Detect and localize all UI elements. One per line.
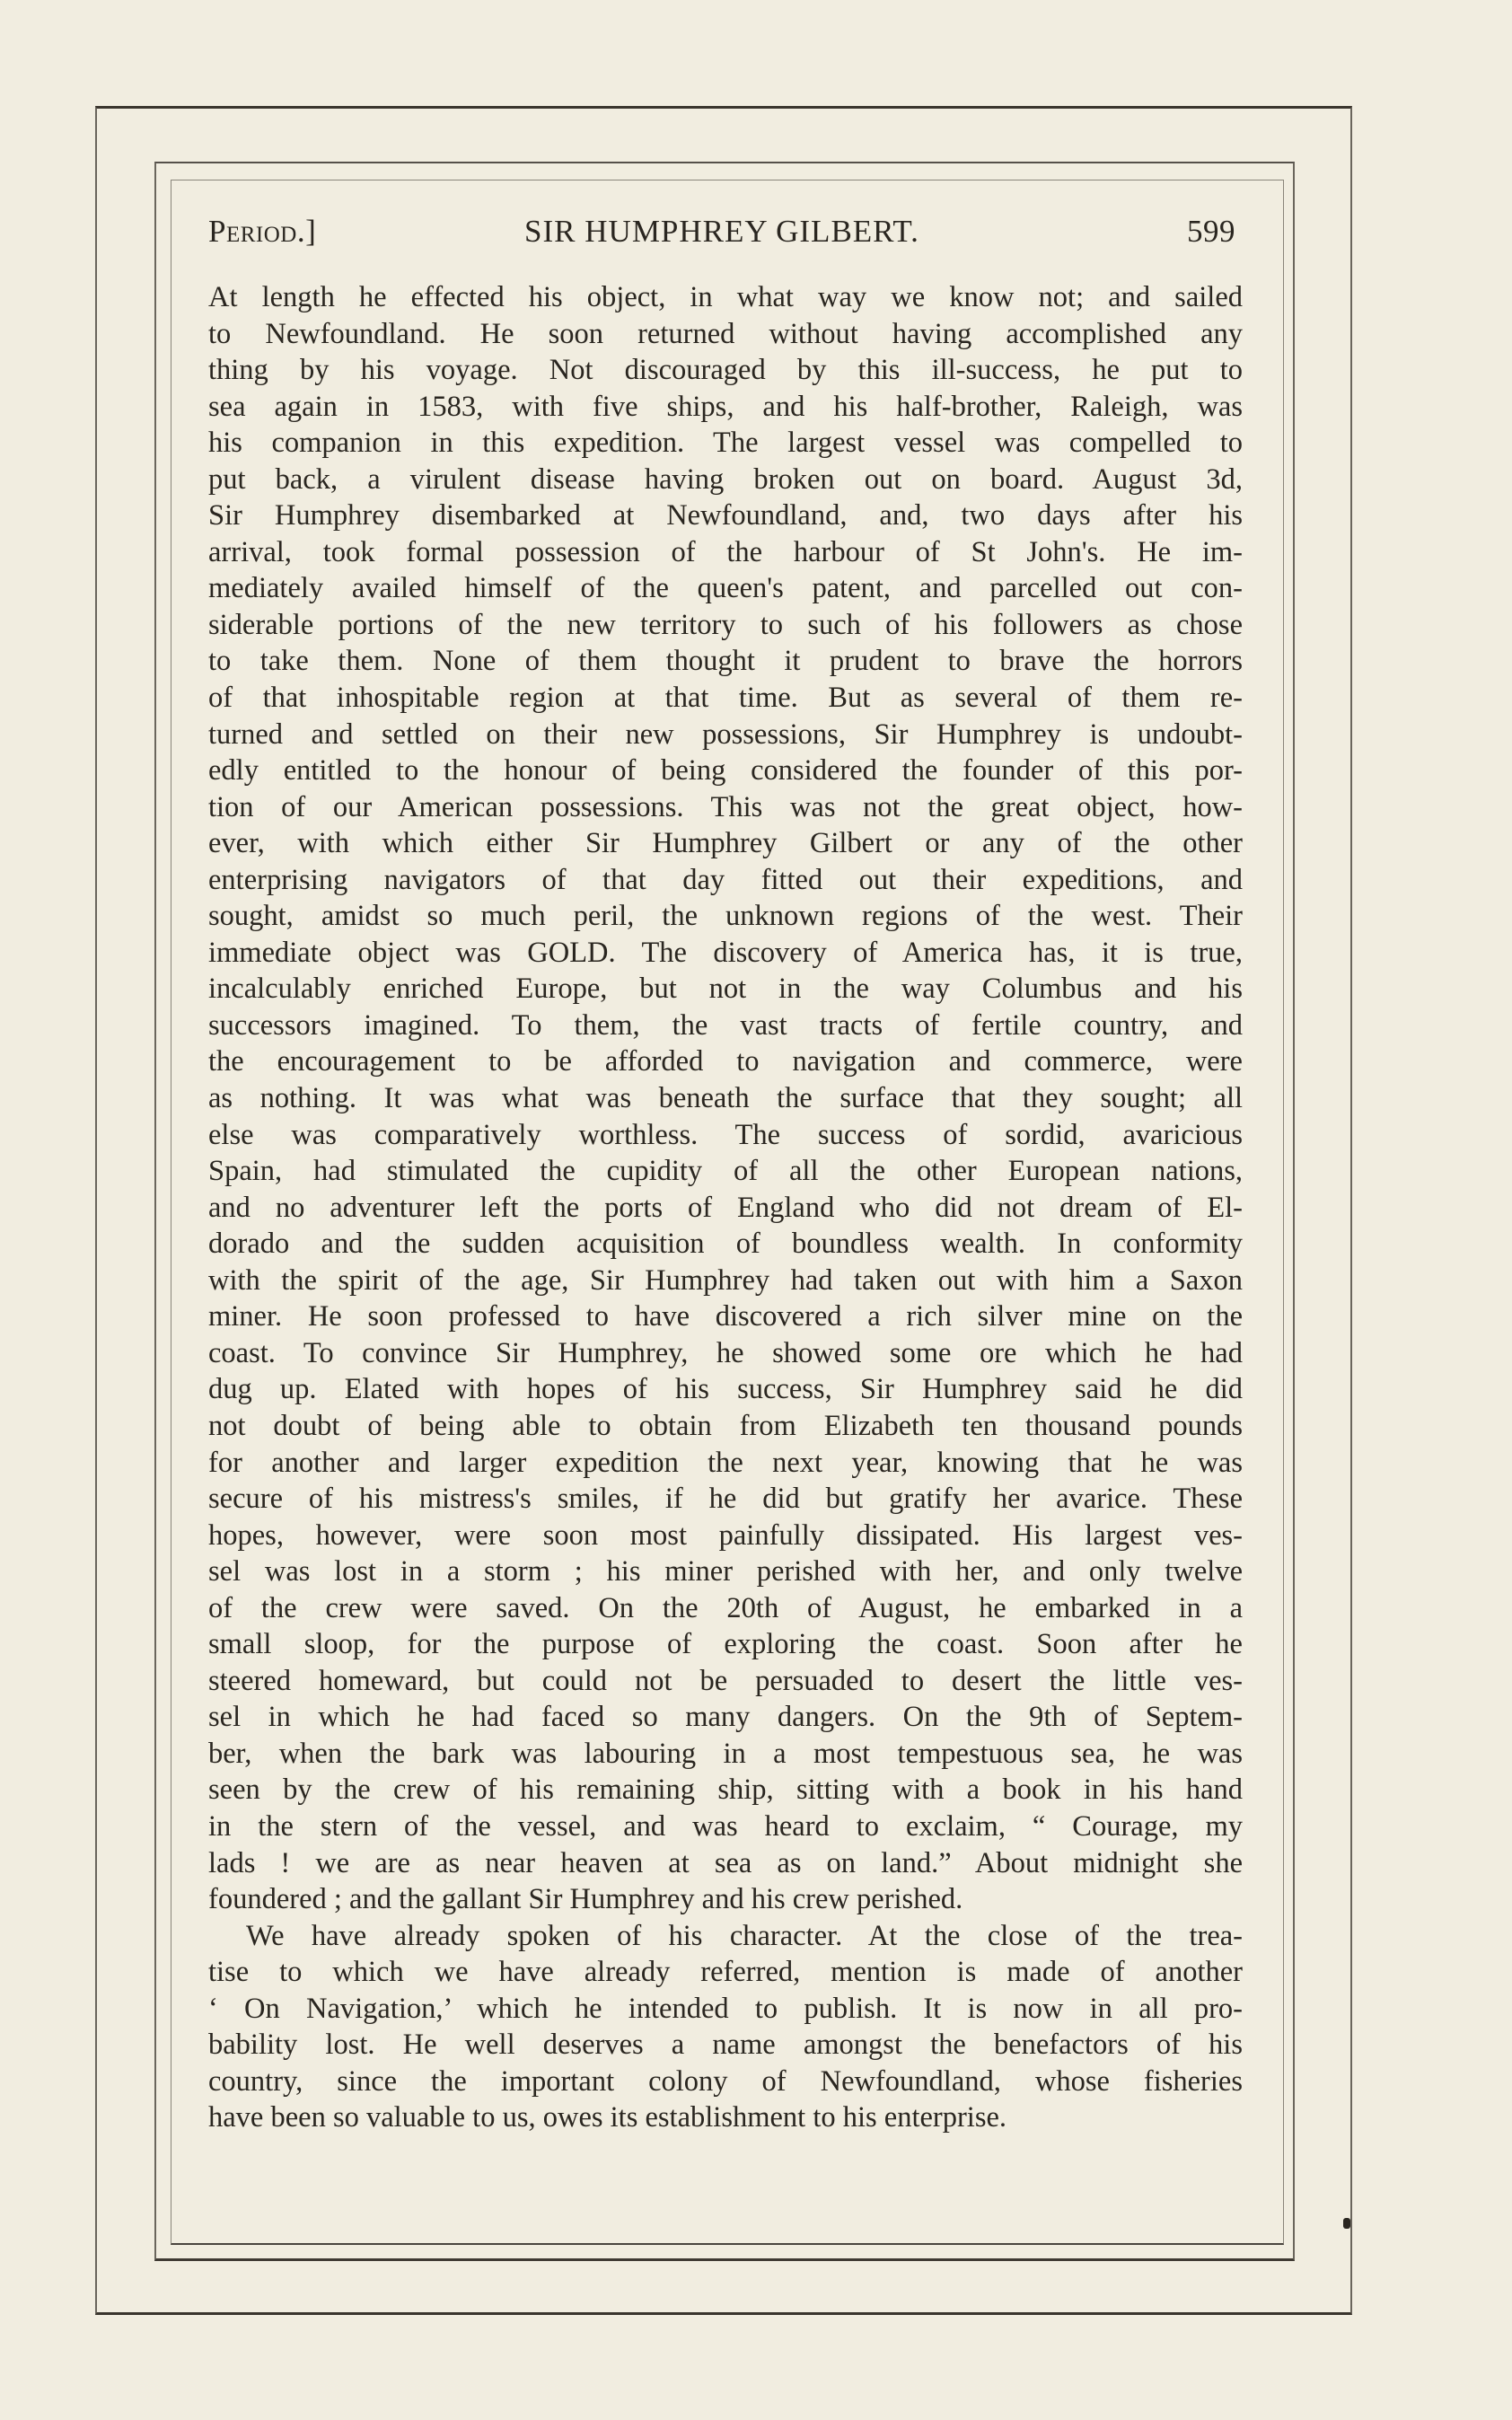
text-line: in the stern of the vessel, and was heard to exclaim, “ Courage, my — [208, 1809, 1243, 1843]
text-line: tion of our American possessions. This was not the great object, how- — [208, 790, 1243, 823]
text-line: edly entitled to the honour of being considered the founder of this por- — [208, 754, 1243, 788]
text-line: with the spirit of the age, Sir Humphrey had taken out with him a Saxon — [208, 1263, 1243, 1297]
text-line: ever, with which either Sir Humphrey Gilbert or any of the other — [208, 827, 1243, 860]
text-line: to Newfoundland. He soon returned without having accomplished any — [208, 317, 1243, 350]
text-line: mediately availed himself of the queen's patent, and parcelled out con- — [208, 572, 1243, 605]
text-line: We have already spoken of his character. At the close of the trea- — [246, 1919, 1243, 1952]
text-line: sel was lost in a storm ; his miner perished with her, and only twelve — [208, 1555, 1243, 1588]
text-line: enterprising navigators of that day fitted out their expeditions, and — [208, 863, 1243, 896]
text-line: immediate object was GOLD. The discovery of America has, it is true, — [208, 936, 1243, 969]
text-line: steered homeward, but could not be persuaded to desert the little ves- — [208, 1664, 1243, 1697]
text-line: sought, amidst so much peril, the unknown regions of the west. Their — [208, 900, 1243, 933]
text-line: sel in which he had faced so many dangers. On the 9th of Septem- — [208, 1701, 1243, 1734]
text-line: tise to which we have already referred, mention is made of another — [208, 1956, 1243, 1989]
text-line: his companion in this expedition. The largest vessel was compelled to — [208, 427, 1243, 460]
text-line: Spain, had stimulated the cupidity of all the other European nations, — [208, 1155, 1243, 1188]
text-line: and no adventurer left the ports of England who did not dream of El- — [208, 1191, 1243, 1224]
text-line: as nothing. It was what was beneath the surface that they sought; all — [208, 1082, 1243, 1115]
text-line: At length he effected his object, in what way we know not; and sailed — [208, 281, 1243, 313]
text-line: country, since the important colony of Newfoundland, whose fisheries — [208, 2064, 1243, 2098]
text-line: put back, a virulent disease having broken out on board. August 3d, — [208, 462, 1243, 496]
text-line: dorado and the sudden acquisition of boundless wealth. In conformity — [208, 1228, 1243, 1261]
running-header — [208, 214, 1235, 255]
text-line: small sloop, for the purpose of exploring the coast. Soon after he — [208, 1628, 1243, 1661]
text-line: Sir Humphrey disembarked at Newfoundland, and, two days after his — [208, 499, 1243, 532]
text-line: incalculably enriched Europe, but not in the way Columbus and his — [208, 972, 1243, 1006]
text-line: successors imagined. To them, the vast tracts of fertile country, and — [208, 1008, 1243, 1042]
margin-ink-mark — [1343, 2218, 1350, 2229]
text-line: ber, when the bark was labouring in a most tempestuous sea, he was — [208, 1737, 1243, 1770]
text-line: for another and larger expedition the next year, knowing that he was — [208, 1446, 1243, 1479]
text-line: turned and settled on their new possessions, Sir Humphrey is undoubt- — [208, 717, 1243, 751]
text-line: of the crew were saved. On the 20th of August, he embarked in a — [208, 1591, 1243, 1624]
text-line: secure of his mistress's smiles, if he did but gratify her avarice. These — [208, 1483, 1243, 1516]
text-line: to take them. None of them thought it prudent to brave the horrors — [208, 645, 1243, 678]
text-line: have been so valuable to us, owes its establishment to his enterprise. — [208, 2101, 1007, 2134]
text-line: hopes, however, were soon most painfully dissipated. His largest ves- — [208, 1518, 1243, 1552]
text-line: thing by his voyage. Not discouraged by this ill-success, he put to — [208, 354, 1243, 387]
header-period: Period.] — [208, 214, 317, 249]
text-line: foundered ; and the gallant Sir Humphrey and his crew perished. — [208, 1883, 963, 1916]
page-body — [208, 279, 1243, 2136]
text-line: miner. He soon professed to have discovered a rich silver mine on the — [208, 1300, 1243, 1333]
text-line: seen by the crew of his remaining ship, sitting with a book in his hand — [208, 1773, 1243, 1807]
header-title: SIR HUMPHREY GILBERT. — [524, 214, 919, 249]
text-line: the encouragement to be afforded to navigation and commerce, were — [208, 1045, 1243, 1078]
page-number: 599 — [1187, 214, 1235, 249]
text-line: else was comparatively worthless. The success of sordid, avaricious — [208, 1118, 1243, 1151]
text-line: bability lost. He well deserves a name amongst the benefactors of his — [208, 2028, 1243, 2062]
text-line: sea again in 1583, with five ships, and his half-brother, Raleigh, was — [208, 390, 1243, 423]
text-line: arrival, took formal possession of the harbour of St John's. He im- — [208, 535, 1243, 568]
text-line: dug up. Elated with hopes of his success, Sir Humphrey said he did — [208, 1373, 1243, 1406]
text-line: lads ! we are as near heaven at sea as on land.” About midnight she — [208, 1846, 1243, 1879]
text-line: coast. To convince Sir Humphrey, he showed some ore which he had — [208, 1336, 1243, 1369]
text-line: not doubt of being able to obtain from Elizabeth ten thousand pounds — [208, 1409, 1243, 1442]
text-line: of that inhospitable region at that time. But as several of them re- — [208, 682, 1243, 715]
text-line: siderable portions of the new territory to such of his followers as chose — [208, 608, 1243, 641]
text-line: ‘ On Navigation,’ which he intended to publish. It is now in all pro- — [208, 1992, 1243, 2025]
